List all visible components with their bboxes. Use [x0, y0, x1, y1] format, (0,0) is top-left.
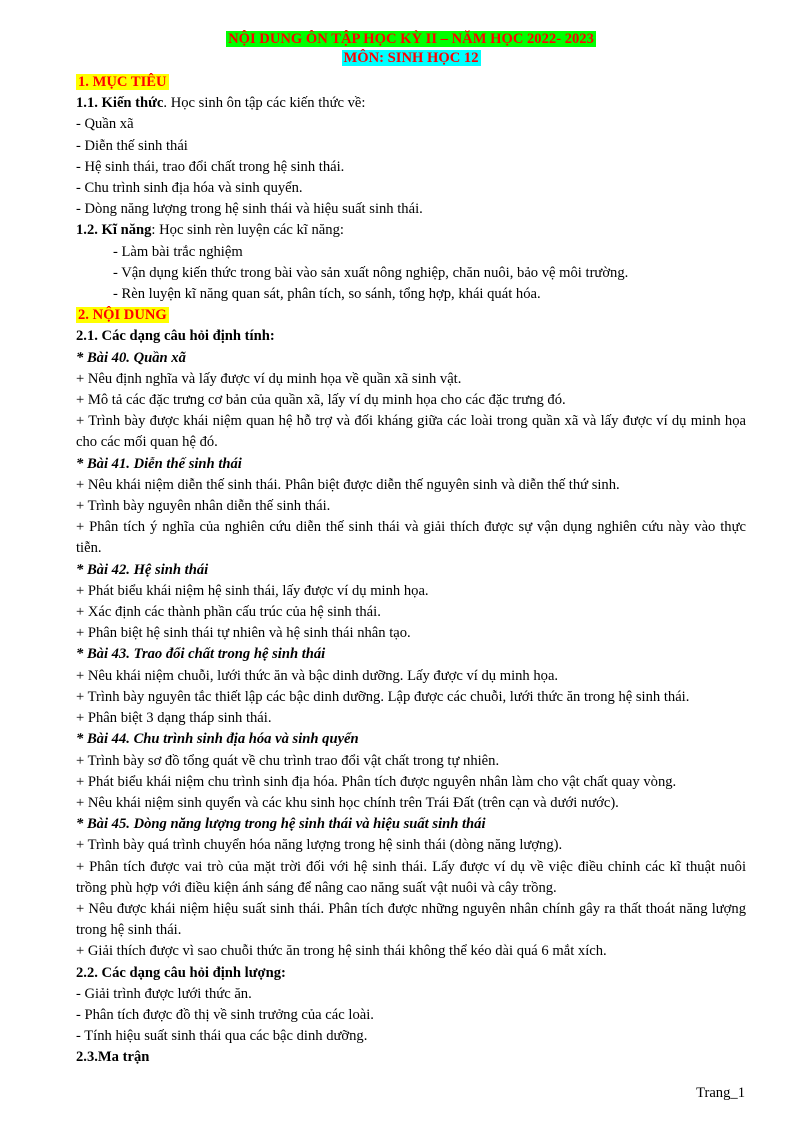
skills-intro: : Học sinh rèn luyện các kĩ năng:	[151, 222, 344, 239]
quantitative-heading: 2.2. Các dạng câu hỏi định lượng:	[76, 964, 286, 981]
document-page	[76, 30, 746, 1069]
lesson-item: + Phát biểu khái niệm hệ sinh thái, lấy được ví dụ minh họa.	[76, 582, 429, 599]
qualitative-heading: 2.1. Các dạng câu hỏi định tính:	[76, 328, 275, 345]
skills-item: - Làm bài trắc nghiệm	[113, 243, 243, 260]
lesson-item: + Giải thích được vì sao chuỗi thức ăn trong hệ sinh thái không thể kéo dài quá 6 mắt xích.	[76, 943, 607, 960]
knowledge-item: - Chu trình sinh địa hóa và sinh quyển.	[76, 180, 303, 197]
knowledge-item: - Dòng năng lượng trong hệ sinh thái và hiệu suất sinh thái.	[76, 201, 423, 218]
document-title: NỘI DUNG ÔN TẬP HỌC KỲ II – NĂM HỌC 2022- 2023	[228, 31, 594, 47]
lesson-item: + Phân biệt 3 dạng tháp sinh thái.	[76, 710, 272, 727]
lesson-item: + Nêu khái niệm sinh quyển và các khu sinh học chính trên Trái Đất (trên cạn và dưới nước).	[76, 794, 619, 811]
knowledge-intro: . Học sinh ôn tập các kiến thức về:	[163, 95, 366, 112]
lesson-title: * Bài 42. Hệ sinh thái	[76, 561, 209, 578]
lesson-item: + Phân biệt hệ sinh thái tự nhiên và hệ sinh thái nhân tạo.	[76, 625, 411, 642]
knowledge-line	[76, 93, 746, 114]
skills-item: - Vận dụng kiến thức trong bài vào sản xuất nông nghiệp, chăn nuôi, bảo vệ môi trường.	[113, 264, 629, 281]
page-number: Trang_1	[696, 1085, 745, 1101]
knowledge-item: - Diễn thế sinh thái	[76, 137, 188, 154]
quantitative-item: - Giải trình được lưới thức ăn.	[76, 985, 252, 1002]
lesson-title: * Bài 41. Diễn thế sinh thái	[76, 455, 242, 472]
lesson-item: + Phân tích ý nghĩa của nghiên cứu diễn thế sinh thái và giải thích được sự vận dụng nghiên cứu này vào thực tiễn.	[76, 519, 746, 557]
skills-label: 1.2. Kĩ năng	[76, 222, 152, 239]
quantitative-item: - Phân tích được đồ thị về sinh trưởng của các loài.	[76, 1006, 374, 1023]
lesson-item: + Nêu khái niệm diễn thế sinh thái. Phân biệt được diễn thế nguyên sinh và diễn thế thứ sinh.	[76, 476, 620, 493]
quantitative-item: - Tính hiệu suất sinh thái qua các bậc dinh dưỡng.	[76, 1028, 368, 1045]
lesson-item: + Phân tích được vai trò của mặt trời đối với hệ sinh thái. Lấy được ví dụ về việc điều chỉnh các kĩ thuật nuôi trồng phù hợp với điều kiện ánh sáng để nâng cao năng suất vật nuôi và cây trồng.	[76, 858, 746, 896]
knowledge-item: - Hệ sinh thái, trao đổi chất trong hệ sinh thái.	[76, 158, 345, 175]
lesson-item: + Trình bày nguyên tắc thiết lập các bậc dinh dưỡng. Lập được các chuỗi, lưới thức ăn trong hệ sinh thái.	[76, 688, 690, 705]
lesson-item: + Xác định các thành phần cấu trúc của hệ sinh thái.	[76, 604, 381, 621]
knowledge-label: 1.1. Kiến thức	[76, 95, 164, 112]
lesson-title: * Bài 45. Dòng năng lượng trong hệ sinh thái và hiệu suất sinh thái	[76, 816, 486, 833]
lesson-item: + Nêu được khái niệm hiệu suất sinh thái. Phân tích được những nguyên nhân chính gây ra thất thoát năng lượng trong hệ sinh thái.	[76, 900, 746, 939]
lesson-item: + Phát biểu khái niệm chu trình sinh địa hóa. Phân tích được nguyên nhân làm cho vật chất quay vòng.	[76, 773, 677, 790]
lesson-title: * Bài 44. Chu trình sinh địa hóa và sinh quyển	[76, 731, 359, 748]
lesson-item: + Nêu định nghĩa và lấy được ví dụ minh họa về quần xã sinh vật.	[76, 370, 462, 387]
skills-item: - Rèn luyện kĩ năng quan sát, phân tích, so sánh, tổng hợp, khái quát hóa.	[113, 286, 541, 303]
skills-line	[76, 220, 746, 241]
lesson-item: + Trình bày sơ đồ tổng quát về chu trình trao đổi vật chất trong tự nhiên.	[76, 752, 500, 769]
section-heading-objectives: 1. MỤC TIÊU	[78, 74, 167, 90]
document-header	[76, 30, 746, 68]
matrix-heading: 2.3.Ma trận	[76, 1049, 150, 1066]
knowledge-item: - Quần xã	[76, 116, 134, 133]
subject-title: MÔN: SINH HỌC 12	[343, 50, 479, 66]
section-heading-content: 2. NỘI DUNG	[78, 307, 167, 324]
lesson-title: * Bài 43. Trao đổi chất trong hệ sinh thái	[76, 646, 326, 663]
lesson-item: + Trình bày quá trình chuyển hóa năng lượng trong hệ sinh thái (dòng năng lượng).	[76, 837, 563, 854]
lesson-item: + Nêu khái niệm chuỗi, lưới thức ăn và bậc dinh dưỡng. Lấy được ví dụ minh họa.	[76, 667, 559, 684]
lesson-item: + Mô tả các đặc trưng cơ bản của quần xã, lấy ví dụ minh họa cho các đặc trưng đó.	[76, 392, 566, 409]
lesson-item: + Trình bày nguyên nhân diễn thế sinh thái.	[76, 498, 331, 515]
lesson-item: + Trình bày được khái niệm quan hệ hỗ trợ và đối kháng giữa các loài trong quần xã và lấy được ví dụ minh họa cho các mối quan hệ đó.	[76, 413, 746, 451]
lesson-title: * Bài 40. Quần xã	[76, 349, 186, 366]
